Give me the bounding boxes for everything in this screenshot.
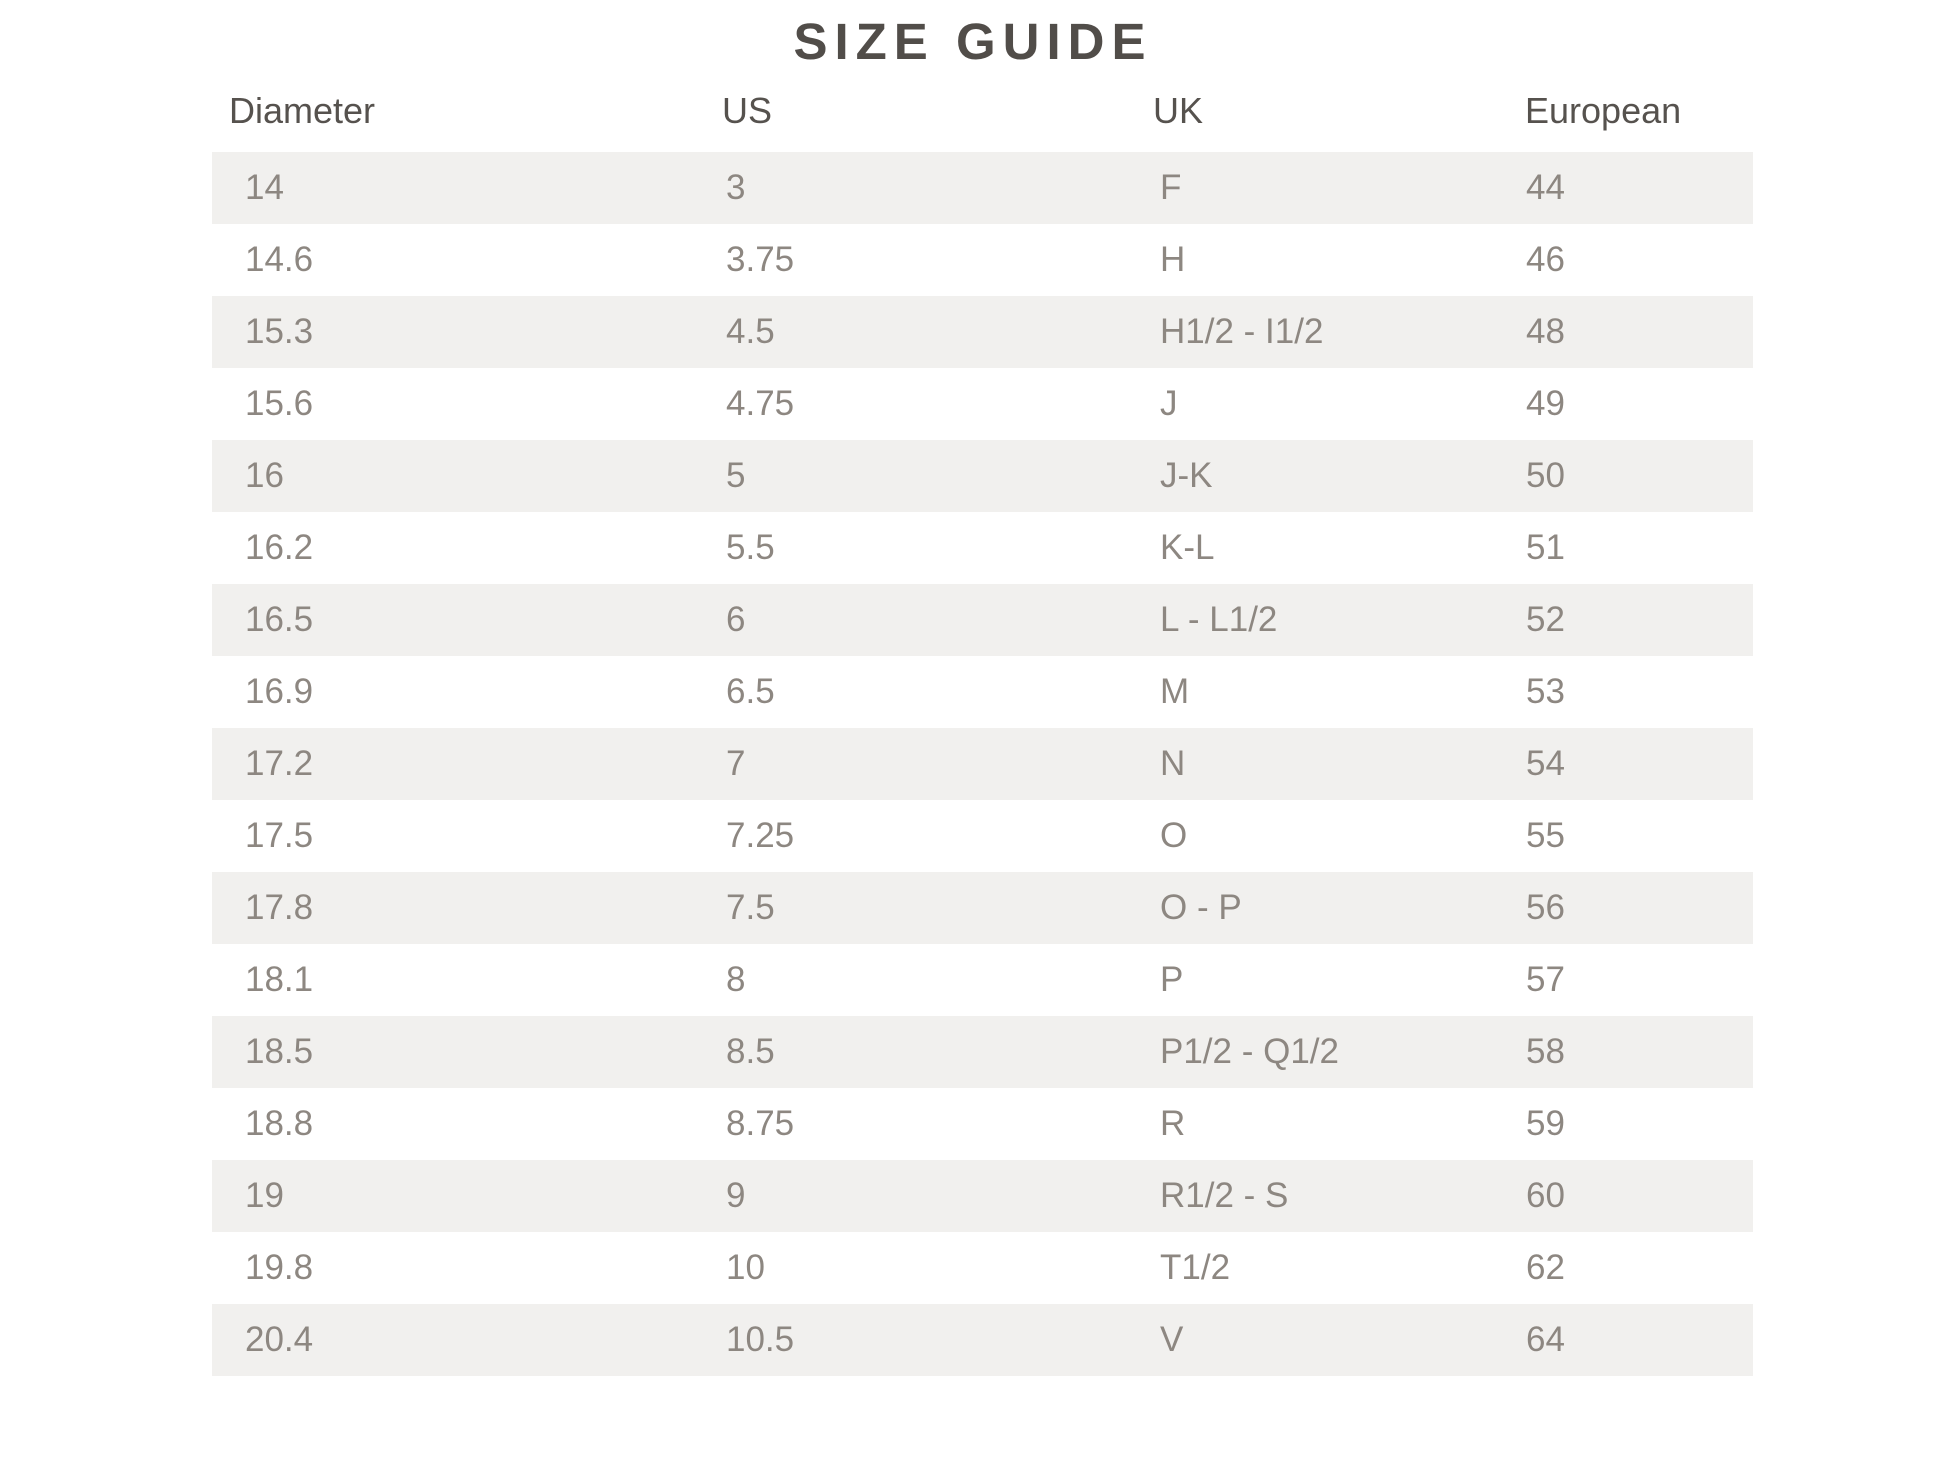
european-size-cell: 53 (1526, 672, 1565, 711)
us-size-cell: 6 (726, 600, 746, 639)
european-size-cell: 52 (1526, 600, 1565, 639)
us-size-cell: 6.5 (726, 672, 775, 711)
uk-size-cell: V (1160, 1320, 1184, 1359)
european-size-cell: 57 (1526, 960, 1565, 999)
diameter-cell: 16.5 (245, 600, 314, 639)
us-size-cell: 4.5 (726, 312, 775, 351)
uk-size-cell: F (1160, 168, 1182, 207)
european-size-cell: 59 (1526, 1104, 1565, 1143)
uk-size-cell: R (1160, 1104, 1186, 1143)
uk-size-cell: H1/2 - I1/2 (1160, 312, 1324, 351)
diameter-cell: 15.3 (245, 312, 314, 351)
diameter-cell: 16.2 (245, 528, 314, 567)
european-size-cell: 55 (1526, 816, 1565, 855)
table-row (212, 368, 1753, 440)
table-row (212, 800, 1753, 872)
uk-size-cell: R1/2 - S (1160, 1176, 1289, 1215)
european-size-cell: 54 (1526, 744, 1565, 783)
table-row (212, 584, 1753, 656)
column-header-european: European (1525, 90, 1682, 131)
european-size-cell: 44 (1526, 168, 1565, 207)
us-size-cell: 10.5 (726, 1320, 795, 1359)
column-header-us: US (722, 90, 773, 131)
us-size-cell: 3.75 (726, 240, 795, 279)
european-size-cell: 58 (1526, 1032, 1565, 1071)
table-row (212, 1232, 1753, 1304)
diameter-cell: 16 (245, 456, 284, 495)
european-size-cell: 60 (1526, 1176, 1565, 1215)
uk-size-cell: P1/2 - Q1/2 (1160, 1032, 1339, 1071)
uk-size-cell: J-K (1160, 456, 1213, 495)
uk-size-cell: O (1160, 816, 1188, 855)
uk-size-cell: H (1160, 240, 1186, 279)
diameter-cell: 17.8 (245, 888, 314, 927)
table-row (212, 224, 1753, 296)
table-row (212, 944, 1753, 1016)
diameter-cell: 18.5 (245, 1032, 314, 1071)
diameter-cell: 17.2 (245, 744, 314, 783)
uk-size-cell: P (1160, 960, 1184, 999)
uk-size-cell: J (1160, 384, 1178, 423)
uk-size-cell: O - P (1160, 888, 1242, 927)
table-row (212, 296, 1753, 368)
diameter-cell: 19 (245, 1176, 284, 1215)
european-size-cell: 62 (1526, 1248, 1565, 1287)
european-size-cell: 48 (1526, 312, 1565, 351)
european-size-cell: 46 (1526, 240, 1565, 279)
table-row (212, 656, 1753, 728)
diameter-cell: 17.5 (245, 816, 314, 855)
diameter-cell: 18.1 (245, 960, 314, 999)
uk-size-cell: T1/2 (1160, 1248, 1231, 1287)
us-size-cell: 8.5 (726, 1032, 775, 1071)
column-header-uk: UK (1153, 90, 1204, 131)
size-guide-table (212, 88, 1753, 1376)
us-size-cell: 7.25 (726, 816, 795, 855)
table-row (212, 1160, 1753, 1232)
european-size-cell: 49 (1526, 384, 1565, 423)
uk-size-cell: L - L1/2 (1160, 600, 1278, 639)
table-row (212, 152, 1753, 224)
us-size-cell: 3 (726, 168, 746, 207)
table-row (212, 872, 1753, 944)
european-size-cell: 50 (1526, 456, 1565, 495)
us-size-cell: 10 (726, 1248, 765, 1287)
diameter-cell: 15.6 (245, 384, 314, 423)
us-size-cell: 7 (726, 744, 746, 783)
diameter-cell: 14 (245, 168, 284, 207)
table-row (212, 440, 1753, 512)
table-row (212, 1304, 1753, 1376)
table-row (212, 512, 1753, 584)
us-size-cell: 7.5 (726, 888, 775, 927)
us-size-cell: 5.5 (726, 528, 775, 567)
european-size-cell: 51 (1526, 528, 1565, 567)
diameter-cell: 19.8 (245, 1248, 314, 1287)
table-row (212, 1088, 1753, 1160)
uk-size-cell: K-L (1160, 528, 1215, 567)
uk-size-cell: N (1160, 744, 1186, 783)
us-size-cell: 5 (726, 456, 746, 495)
uk-size-cell: M (1160, 672, 1190, 711)
us-size-cell: 4.75 (726, 384, 795, 423)
page-title: SIZE GUIDE (793, 13, 1153, 70)
diameter-cell: 20.4 (245, 1320, 314, 1359)
european-size-cell: 64 (1526, 1320, 1565, 1359)
column-header-diameter: Diameter (229, 90, 376, 131)
us-size-cell: 8.75 (726, 1104, 795, 1143)
european-size-cell: 56 (1526, 888, 1565, 927)
table-row (212, 728, 1753, 800)
table-row (212, 1016, 1753, 1088)
us-size-cell: 9 (726, 1176, 746, 1215)
table-body (212, 152, 1753, 1376)
us-size-cell: 8 (726, 960, 746, 999)
diameter-cell: 14.6 (245, 240, 314, 279)
diameter-cell: 16.9 (245, 672, 314, 711)
table-header-row (212, 88, 1753, 134)
diameter-cell: 18.8 (245, 1104, 314, 1143)
